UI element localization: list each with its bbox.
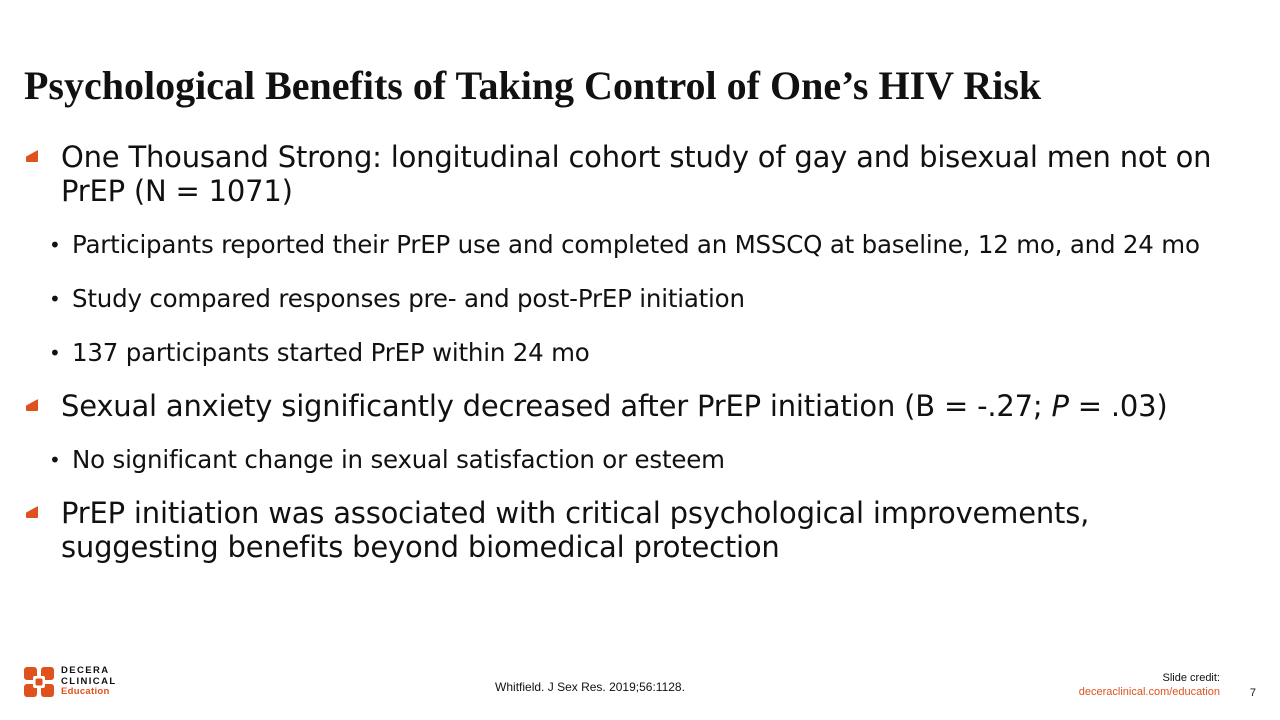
bullet-dot-icon: • — [49, 233, 61, 257]
subbullet-text: Study compared responses pre- and post-PrEP initiation — [72, 284, 745, 313]
citation: Whitfield. J Sex Res. 2019;56:1128. — [495, 680, 685, 694]
logo-line2: CLINICAL — [61, 675, 117, 687]
slide-content — [0, 140, 1280, 564]
subbullet-text: 137 participants started PrEP within 24 mo — [72, 338, 590, 367]
bullet-text-part2: = .03) — [1068, 389, 1168, 423]
subbullet-text: No significant change in sexual satisfaction or esteem — [72, 445, 725, 474]
logo-line3: Education — [61, 686, 110, 697]
subbullet-text: Participants reported their PrEP use and completed an MSSCQ at baseline, 12 mo, and 24 mo — [72, 230, 1200, 259]
bullet-level1 — [0, 496, 1280, 564]
bullet-level2 — [0, 284, 1280, 314]
bullet-dot-icon: • — [49, 448, 61, 472]
page-number: 7 — [1249, 687, 1256, 699]
bullet-level2 — [0, 230, 1280, 260]
slide-credit — [1079, 671, 1220, 699]
bullet-level1 — [0, 389, 1280, 423]
bullet-level2 — [0, 445, 1280, 475]
bullet-text-part1: Sexual anxiety significantly decreased after PrEP initiation (B = -.27; — [61, 389, 1052, 423]
bullet-dot-icon: • — [49, 341, 61, 365]
orange-marker-icon — [26, 150, 38, 162]
bullet-level2 — [0, 338, 1280, 368]
bullet-text: One Thousand Strong: longitudinal cohort study of gay and bisexual men not on PrEP (N = 1071) — [61, 140, 1212, 208]
slide-title: Psychological Benefits of Taking Control of One’s HIV Risk — [24, 63, 1042, 108]
slide-credit-label: Slide credit: — [1162, 672, 1220, 684]
logo-line1: DECERA — [61, 665, 110, 676]
bullet-dot-icon: • — [49, 287, 61, 311]
p-value-symbol: P — [1051, 389, 1069, 423]
slide-credit-link[interactable]: deceraclinical.com/education — [1078, 686, 1220, 698]
orange-marker-icon — [26, 506, 38, 518]
orange-marker-icon — [26, 399, 38, 411]
bullet-level1 — [0, 140, 1280, 208]
bullet-text: PrEP initiation was associated with critical psychological improvements, suggesting benefits beyond biomedical protection — [61, 496, 1090, 564]
